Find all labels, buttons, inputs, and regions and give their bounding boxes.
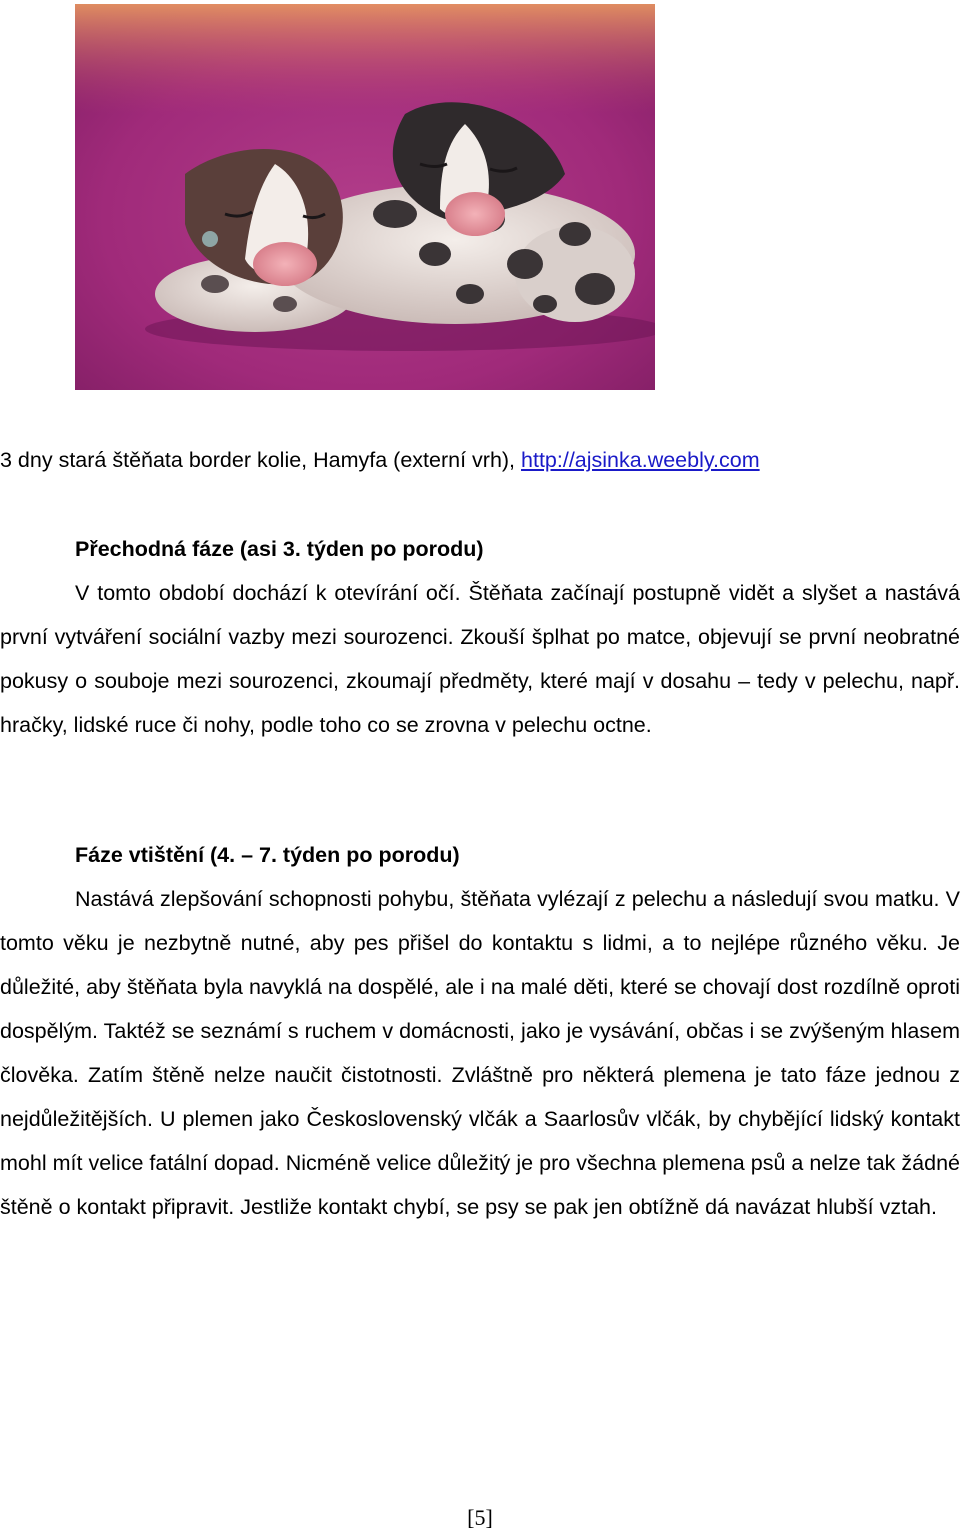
section-transitional-phase (0, 527, 960, 747)
caption-link[interactable]: http://ajsinka.weebly.com (521, 448, 760, 472)
page-number: [5] (467, 1505, 493, 1530)
figure-caption (0, 444, 760, 476)
section-body: V tomto období dochází k otevírání očí. Štěňata začínají postupně vidět a slyšet a nastává první vytváření sociální vazby mezi sourozenci. Zkouší šplhat po matce, objevují se první neobratné pokusy o souboje mezi sourozenci, zkoumají předměty, které mají v dosahu – tedy v pelechu, např. hračky, lidské ruce či nohy, podle toho co se zrovna v pelechu octne. (0, 581, 960, 737)
section-body: Nastává zlepšování schopnosti pohybu, štěňata vylézají z pelechu a následují svou matku. V tomto věku je nezbytně nutné, aby pes přišel do kontaktu s lidmi, a to nejlépe různého věku. Je důležité, aby štěňata byla navyklá na dospělé, ale i na malé děti, které se chovají dost rozdílně oproti dospělým. Taktéž se seznámí s ruchem v domácnosti, jako je vysávání, občas i se zvýšeným hlasem člověka. Zatím štěně nelze naučit čistotnosti. Zvláštně pro některá plemena je tato fáze jednou z nejdůležitějších. U plemen jako Československý vlčák a Saarlosův vlčák, by chybějící lidský kontakt mohl mít velice fatální dopad. Nicméně velice důležitý je pro všechna plemena psů a nelze tak žádné štěně o kontakt připravit. Jestliže kontakt chybí, se psy se pak jen obtížně dá navázat hlubší vztah. (0, 887, 960, 1219)
section-imprinting-phase (0, 833, 960, 1229)
puppies-photo (75, 4, 655, 390)
section-heading: Fáze vtištění (4. – 7. týden po porodu) (75, 843, 460, 867)
caption-text: 3 dny stará štěňata border kolie, Hamyfa (externí vrh), (0, 448, 522, 472)
section-heading: Přechodná fáze (asi 3. týden po porodu) (75, 537, 484, 561)
